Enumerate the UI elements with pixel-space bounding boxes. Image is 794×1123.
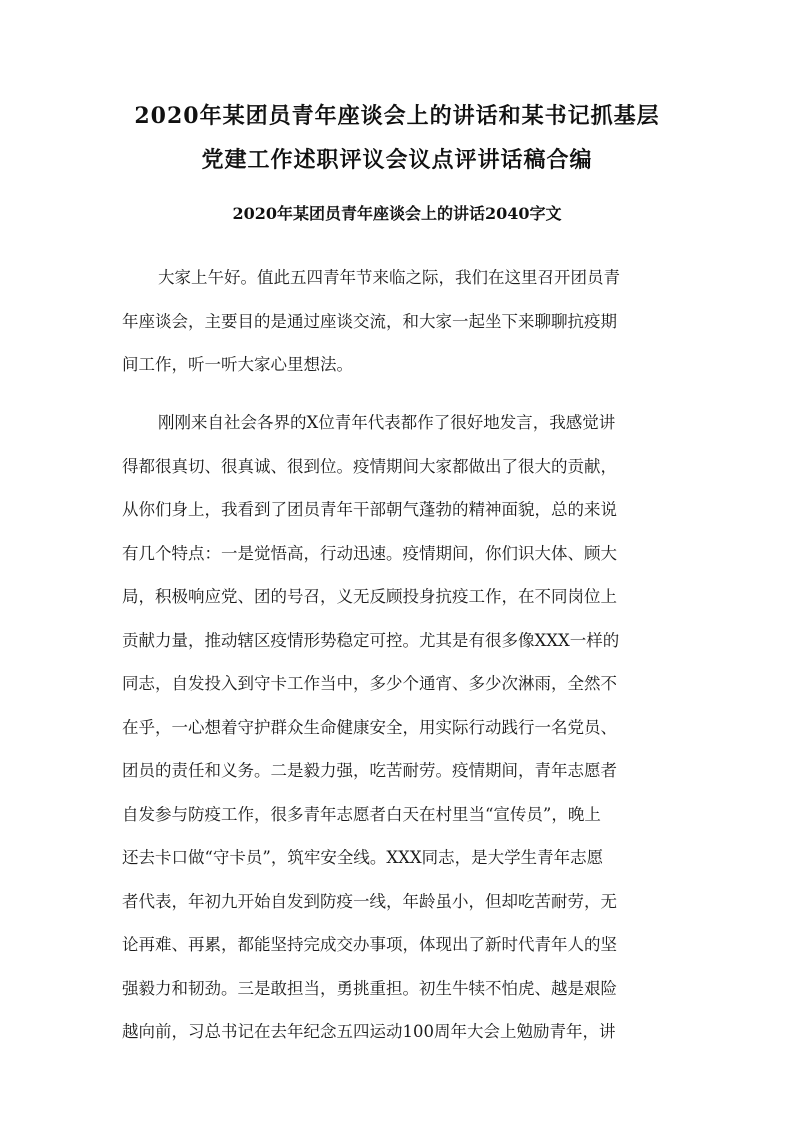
paragraph-2-line: 者代表，年初九开始自发到防疫一线，年龄虽小，但却吃苦耐劳，无 [122, 892, 617, 911]
paragraph-1-line: 大家上午好。值此五四青年节来临之际，我们在这里召开团员青 [158, 268, 620, 287]
paragraph-1-line: 间工作，听一听大家心里想法。 [122, 355, 353, 374]
paragraph-2-line: 越向前，习总书记在去年纪念五四运动100周年大会上勉励青年，讲 [122, 1022, 616, 1041]
paragraph-2-line: 团员的责任和义务。二是毅力强，吃苦耐劳。疫情期间，青年志愿者 [122, 761, 617, 780]
paragraph-2-line: 局，积极响应党、团的号召，义无反顾投身抗疫工作，在不同岗位上 [122, 587, 617, 606]
paragraph-1-line: 年座谈会，主要目的是通过座谈交流，和大家一起坐下来聊聊抗疫期 [122, 312, 617, 331]
document-title-line-2: 党建工作述职评议会议点评讲话稿合编 [201, 147, 593, 173]
paragraph-2-line: 刚刚来自社会各界的X位青年代表都作了很好地发言，我感觉讲 [158, 413, 616, 432]
paragraph-2-line: 同志，自发投入到守卡工作当中，多少个通宵、多少次淋雨，全然不 [122, 674, 617, 693]
paragraph-2-line: 得都很真切、很真诚、很到位。疫情期间大家都做出了很大的贡献， [122, 457, 617, 476]
paragraph-2-line: 强毅力和韧劲。三是敢担当，勇挑重担。初生牛犊不怕虎、越是艰险 [122, 979, 617, 998]
document-title-line-1: 2020年某团员青年座谈会上的讲话和某书记抓基层 [134, 103, 660, 129]
paragraph-2-line: 贡献力量，推动辖区疫情形势稳定可控。尤其是有很多像XXX一样的 [122, 631, 620, 650]
paragraph-2-line: 论再难、再累，都能坚持完成交办事项，体现出了新时代青年人的坚 [122, 935, 617, 954]
paragraph-2-line: 还去卡口做“守卡员”，筑牢安全线。XXX同志，是大学生青年志愿 [122, 848, 604, 867]
section-subtitle: 2020年某团员青年座谈会上的讲话2040字文 [232, 204, 562, 223]
paragraph-2-line: 有几个特点：一是觉悟高，行动迅速。疫情期间，你们识大体、顾大 [122, 544, 617, 563]
paragraph-2-line: 从你们身上，我看到了团员青年干部朝气蓬勃的精神面貌，总的来说 [122, 500, 617, 519]
paragraph-2-line: 在乎，一心想着守护群众生命健康安全，用实际行动践行一名党员、 [122, 718, 617, 737]
paragraph-2-line: 自发参与防疫工作，很多青年志愿者白天在村里当“宣传员”，晚上 [122, 805, 601, 824]
